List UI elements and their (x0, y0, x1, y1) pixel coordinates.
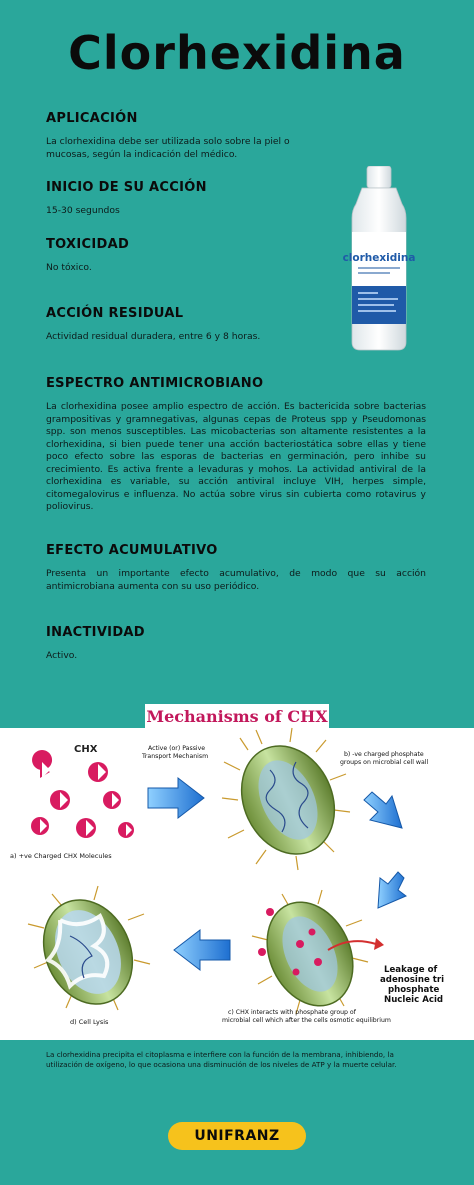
section-text: No tóxico. (46, 262, 92, 273)
diagram-title: Mechanisms of CHX (146, 707, 328, 726)
label-c: c) CHX interacts with phosphate group of microbial cell which after the cells osmotic equilibrium (222, 1009, 391, 1024)
label-leak: Leakage of adenosine tri phosphate Nucleic Acid (380, 965, 445, 1005)
label-a: a) +ve Charged CHX Molecules (10, 852, 112, 860)
mechanism-diagram (0, 700, 474, 1040)
section-heading: INACTIVIDAD (46, 625, 145, 640)
section-text: Activo. (46, 650, 78, 661)
section-heading: APLICACIÓN (46, 111, 138, 126)
section-text: Presenta un importante efecto acumulativo, de modo que su acción antimicrobiana aumenta con su uso periódico. (46, 568, 426, 592)
section-toxicidad (46, 237, 326, 275)
section-accion-residual (46, 306, 326, 344)
section-heading: EFECTO ACUMULATIVO (46, 543, 218, 558)
section-heading: INICIO DE SU ACCIÓN (46, 180, 207, 195)
bottle-image (340, 166, 418, 352)
section-text: La clorhexidina debe ser utilizada solo sobre la piel o mucosas, según la indicación del médico. (46, 136, 290, 160)
brand-badge: UNIFRANZ (168, 1122, 306, 1150)
section-aplicacion (46, 111, 336, 161)
section-text: Actividad residual duradera, entre 6 y 8 horas. (46, 331, 261, 342)
chx-label: CHX (74, 744, 98, 755)
section-efecto-acumulativo (46, 543, 426, 593)
page-title: Clorhexidina (68, 26, 406, 80)
section-espectro (46, 376, 426, 514)
section-heading: ESPECTRO ANTIMICROBIANO (46, 376, 264, 391)
section-heading: ACCIÓN RESIDUAL (46, 306, 184, 321)
section-inicio (46, 180, 326, 218)
diagram-caption: La clorhexidina precipita el citoplasma e interfiere con la función de la membrana, inhibiendo, la utilización de oxígeno, lo que ocasiona una disminución de los niveles de ATP y la muerte celular. (46, 1050, 397, 1069)
label-transport: Active (or) Passive Transport Mechanism (142, 745, 209, 760)
section-heading: TOXICIDAD (46, 237, 130, 252)
label-b: b) -ve charged phosphate groups on microbial cell wall (340, 751, 429, 766)
section-text: 15-30 segundos (46, 205, 120, 216)
section-text: La clorhexidina posee amplio espectro de acción. Es bactericida sobre bacterias grampositivas y gramnegativas, algunas cepas de Proteus spp y Pseudomonas spp. son menos susceptibles. Las micobacterias son altamente resistentes a la clorhexidina, si bien puede tener una acción bacteriostática sobre ellas y tiene poco efecto sobre las esporas de bacterias en germinación, pero inhibe su crecimiento. Es activa frente a levaduras y mohos. La actividad antiviral de la clorhexidina es variable, su acción antiviral incluye VIH, herpes simple, citomegalovirus e influenza. No actúa sobre virus sin cubierta como rotavirus y poliovirus. (46, 401, 426, 512)
bottle-label: clorhexidina (342, 252, 416, 264)
section-inactividad (46, 625, 426, 663)
label-d: d) Cell Lysis (70, 1018, 109, 1026)
